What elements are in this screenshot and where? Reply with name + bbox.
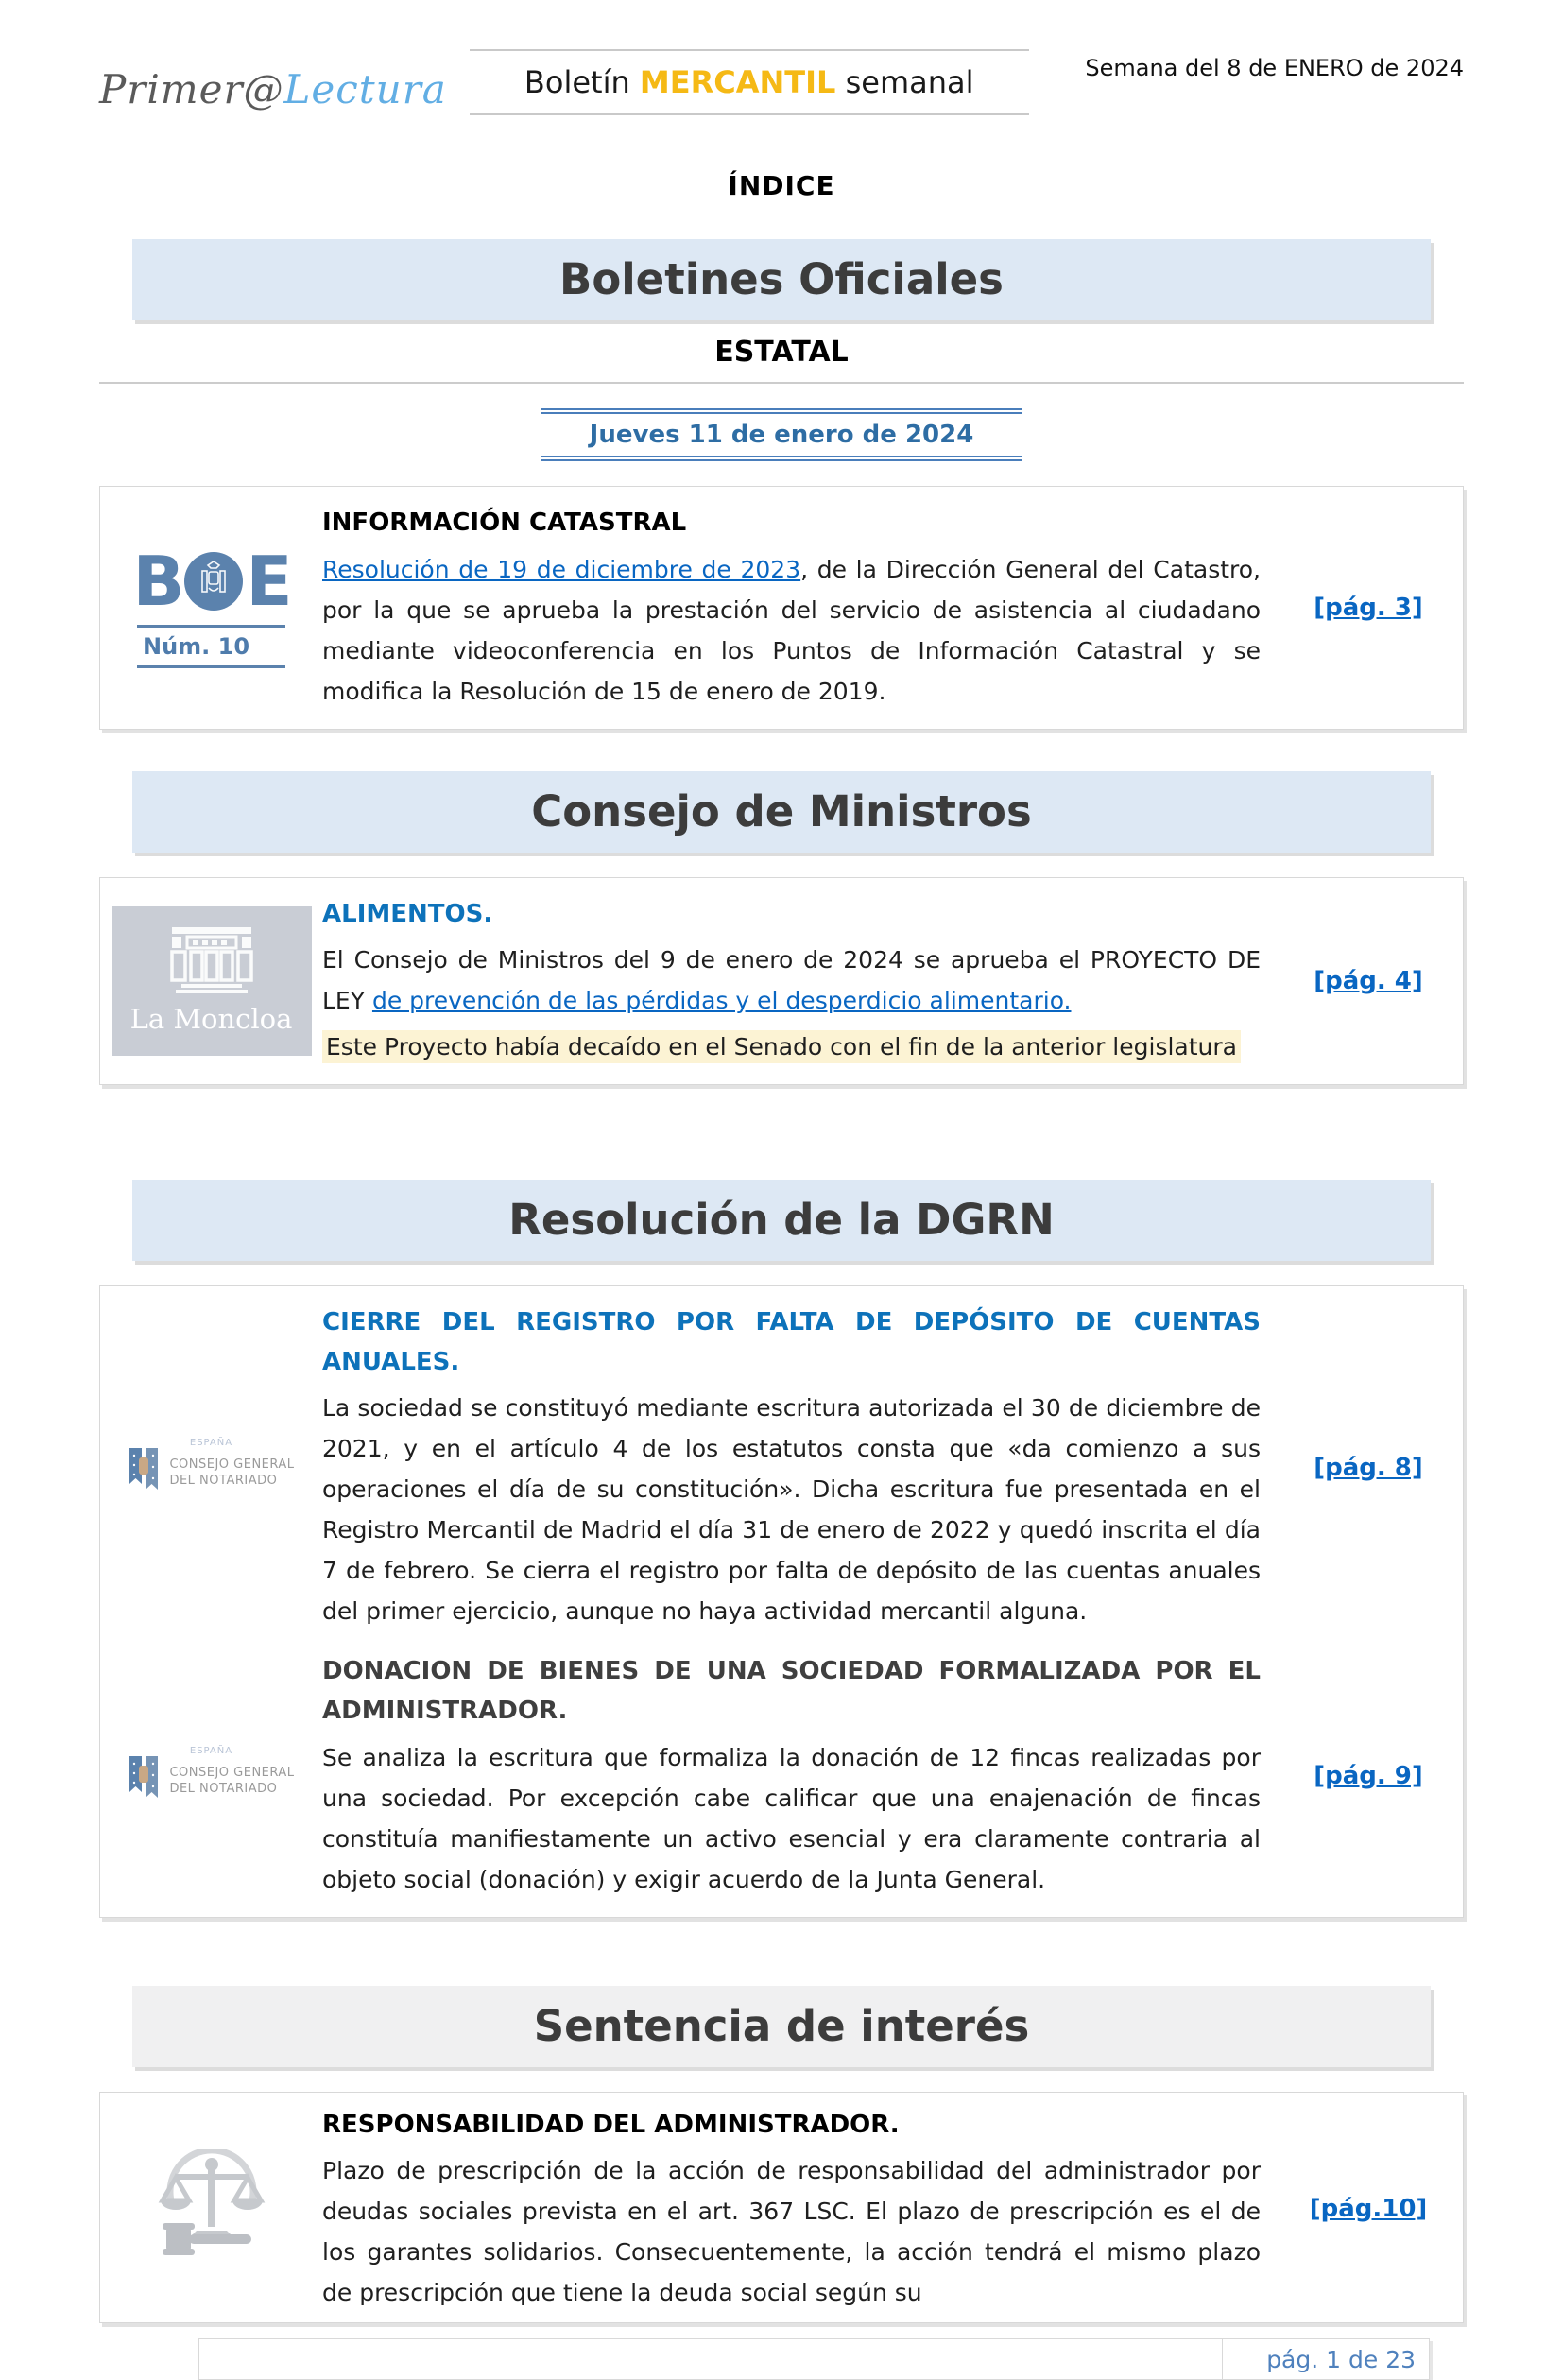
footer-page-cell — [1222, 2339, 1429, 2379]
page-header — [99, 0, 1464, 115]
notariado-line1: CONSEJO GENERAL — [169, 1765, 295, 1780]
sentencia-item-box — [99, 2092, 1464, 2324]
dgrn-item2-heading: DONACION DE BIENES DE UNA SOCIEDAD FORMALIZADA POR EL ADMINISTRADOR. — [322, 1657, 1261, 1725]
consejo-page-column — [1274, 967, 1463, 995]
masthead-highlight: MERCANTIL — [639, 64, 836, 100]
dgrn-item-box — [99, 1285, 1464, 1917]
dgrn-item2-page-link[interactable]: [pág. 9] — [1314, 1761, 1423, 1790]
moncloa-building-icon — [159, 927, 265, 995]
boe-text-column — [322, 504, 1274, 712]
dgrn-item1-body: La sociedad se constituyó mediante escritura autorizada el 30 de diciembre de 2021, y en el artículo 4 de los estatutos consta que «da comienzo a sus operaciones el día de su constitución». Dicha escritura fue presentada en el Registro Mercantil de Madrid el día 31 de enero de 2022 y quedó inscrita el día 7 de febrero. Se cierra el registro por falta de depósito de las cuentas anuales del primer ejercicio, aunque no haya actividad mercantil alguna. — [322, 1394, 1261, 1626]
consejo-item-box — [99, 877, 1464, 1086]
consejo-item-heading: ALIMENTOS. — [322, 899, 493, 928]
sentencia-item-heading: RESPONSABILIDAD DEL ADMINISTRADOR. — [322, 2110, 900, 2139]
section-banner-boletines: Boletines Oficiales — [132, 239, 1431, 320]
dgrn-item1-page-link[interactable]: [pág. 8] — [1314, 1453, 1423, 1482]
index-title: ÍNDICE — [728, 170, 835, 201]
boe-body-text: , de la Dirección General del Catastro, por la que se aprueba la prestación del servicio de asistencia al ciudadano mediante videoconferencia en los Puntos de Información Catastral y se modifica la Resolución de 15 de enero de 2019. — [322, 555, 1261, 705]
masthead-wrap — [470, 49, 1029, 115]
section-banner-dgrn: Resolución de la DGRN — [132, 1180, 1431, 1261]
masthead-title — [470, 49, 1029, 115]
moncloa-logo-column — [100, 906, 322, 1056]
dgrn-item1-heading: CIERRE DEL REGISTRO POR FALTA DE DEPÓSITO DE CUENTAS ANUALES. — [322, 1308, 1261, 1376]
boe-emblem-icon — [184, 552, 243, 611]
sentencia-logo-column — [100, 2106, 322, 2261]
sentencia-text-column — [322, 2106, 1274, 2314]
moncloa-logo — [112, 906, 312, 1056]
footer-page-indicator: pág. 1 de 23 — [1266, 2345, 1416, 2373]
boe-item — [100, 487, 1463, 729]
notariado-text — [169, 1765, 294, 1798]
boe-item-box — [99, 486, 1464, 730]
footer-bar — [198, 2338, 1430, 2380]
section-banner-consejo: Consejo de Ministros — [132, 771, 1431, 853]
boe-item-body — [322, 549, 1261, 712]
dgrn-text-column-1 — [322, 1303, 1274, 1631]
dgrn-item2-body: Se analiza la escritura que formaliza la donación de 12 fincas realizadas por una sociedad. Por excepción cabe calificar que una enajenación de fincas constituía manifiestamente un activo esencial y era claramente contraria al objeto social (donación) y exigir acuerdo de la Junta General. — [322, 1743, 1261, 1893]
notariado-emblem-icon — [128, 1756, 160, 1805]
boe-logo — [132, 541, 290, 621]
consejo-law-link[interactable]: de prevención de las pérdidas y el desperdicio alimentario. — [371, 987, 1072, 1015]
notariado-logo — [128, 1438, 294, 1497]
consejo-highlight-row — [322, 1026, 1261, 1067]
notariado-espana-label: ESPAÑA — [189, 1746, 233, 1757]
sentencia-item — [100, 2093, 1463, 2323]
sentencia-page-column — [1274, 2195, 1463, 2223]
notariado-logo — [128, 1746, 294, 1805]
consejo-text-column — [322, 895, 1274, 1068]
notariado-logo-column-2 — [100, 1746, 322, 1805]
notariado-line1: CONSEJO GENERAL — [169, 1457, 295, 1472]
notariado-text — [169, 1457, 294, 1490]
boe-resolution-link[interactable]: Resolución de 19 de diciembre de 2023 — [322, 555, 801, 583]
boe-page-column — [1274, 594, 1463, 622]
boe-page-link[interactable]: [pág. 3] — [1314, 593, 1423, 622]
moncloa-label: La Moncloa — [129, 1002, 293, 1035]
consejo-highlighted-note: Este Proyecto había decaído en el Senado con el fin de la anterior legislatura — [322, 1030, 1241, 1063]
brand-primer: Primer@ — [99, 66, 284, 112]
brand-logo — [99, 49, 470, 112]
notariado-emblem-icon — [128, 1448, 160, 1497]
date-chip: Jueves 11 de enero de 2024 — [541, 408, 1023, 461]
notariado-line2: DEL NOTARIADO — [169, 1782, 278, 1797]
masthead-post: semanal — [835, 64, 974, 100]
estatal-subheading: ESTATAL — [99, 320, 1464, 384]
justice-scales-icon — [155, 2149, 268, 2261]
boe-item-heading: INFORMACIÓN CATASTRAL — [322, 509, 687, 537]
notariado-line2: DEL NOTARIADO — [169, 1474, 278, 1489]
boe-logo-column — [100, 541, 322, 668]
consejo-item-body — [322, 940, 1261, 1021]
section-banner-sentencia: Sentencia de interés — [132, 1986, 1431, 2067]
notariado-logo-column-1 — [100, 1438, 322, 1497]
dgrn-item-2 — [100, 1648, 1463, 1916]
consejo-item — [100, 878, 1463, 1085]
dgrn-page-column-2 — [1274, 1762, 1463, 1790]
week-label: Semana del 8 de ENERO de 2024 — [1085, 55, 1464, 81]
dgrn-text-column-2 — [322, 1652, 1274, 1899]
consejo-body-text: El Consejo de Ministros del 9 de enero de 2024 se aprueba el PROYECTO DE LEY — [322, 946, 1261, 1015]
boe-number-label: Núm. 10 — [137, 625, 285, 668]
masthead-pre: Boletín — [524, 64, 640, 100]
brand-lectura: Lectura — [283, 66, 447, 112]
dgrn-item-1 — [100, 1286, 1463, 1648]
sentencia-page-link[interactable]: [pág.10] — [1309, 2195, 1428, 2224]
sentencia-item-body: Plazo de prescripción de la acción de responsabilidad del administrador por deudas sociales prevista en el art. 367 LSC. El plazo de prescripción es el de los garantes solidarios. Consecuentemente, la acción tendrá el mismo plazo de prescripción que tiene la deuda social según su — [322, 2157, 1261, 2307]
notariado-espana-label: ESPAÑA — [189, 1438, 233, 1449]
dgrn-page-column-1 — [1274, 1454, 1463, 1482]
consejo-page-link[interactable]: [pág. 4] — [1314, 966, 1423, 995]
boe-letter-b: B — [132, 541, 182, 621]
boe-letter-e: E — [246, 541, 290, 621]
